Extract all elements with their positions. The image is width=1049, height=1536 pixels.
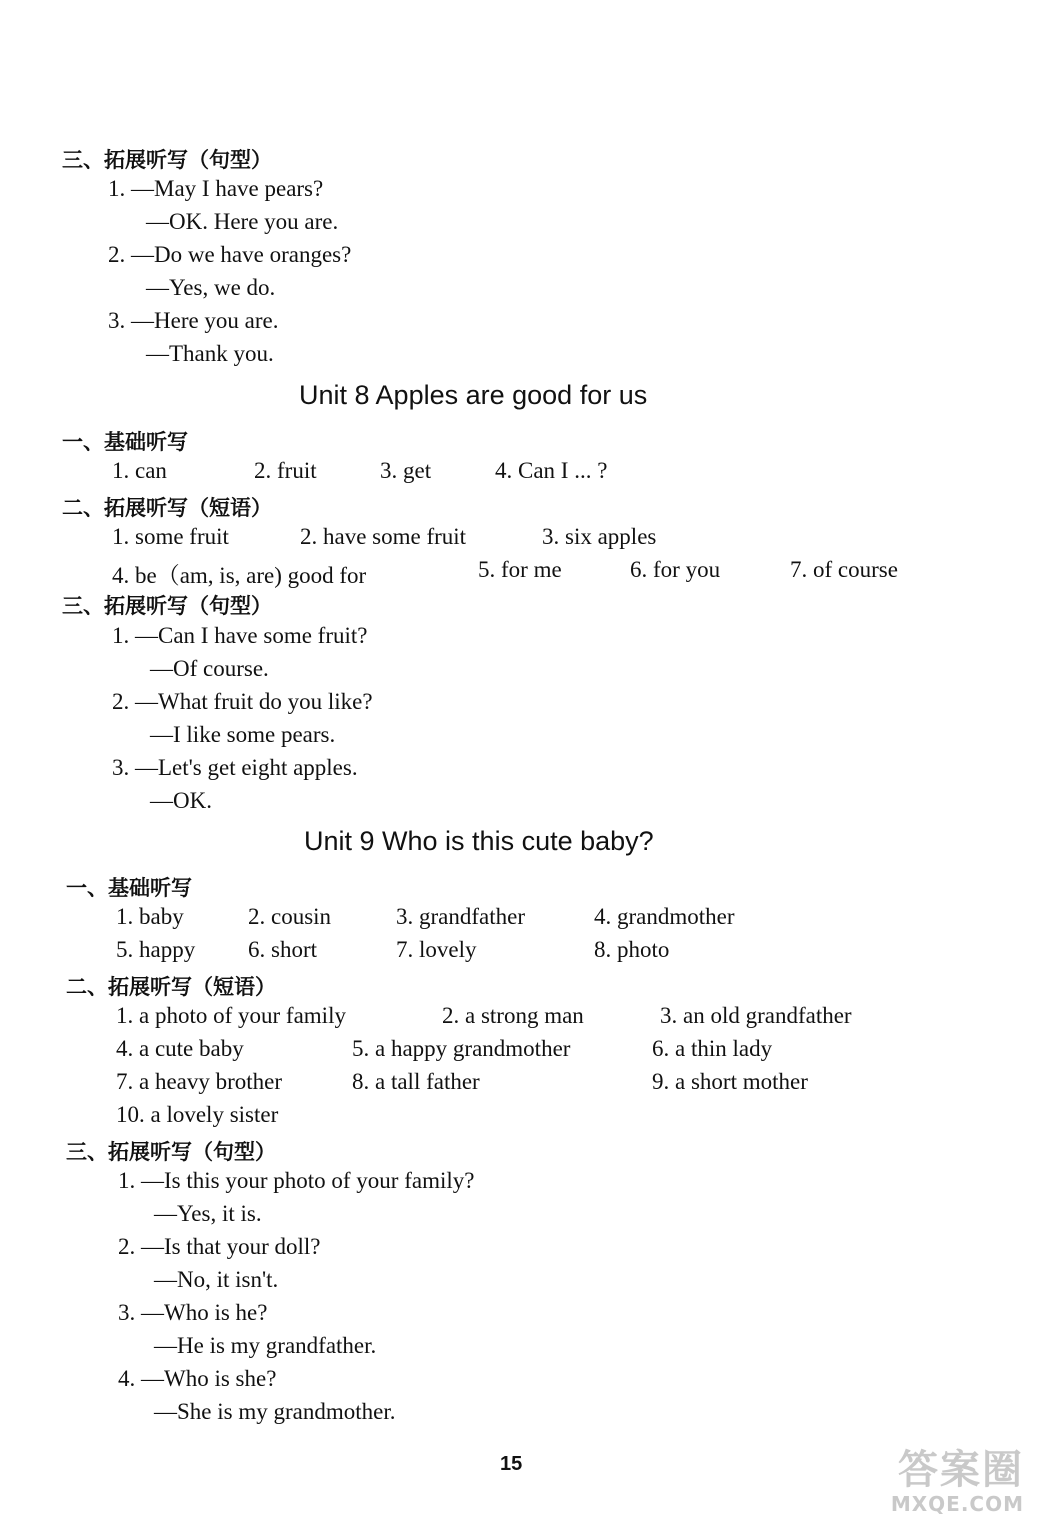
- sentence-line: —Of course.: [150, 656, 269, 681]
- phrase-item: 1. some fruit: [112, 524, 229, 549]
- sentence-line: 3. —Here you are.: [108, 308, 279, 333]
- phrase-item: 2. a strong man: [442, 1003, 584, 1028]
- phrase-item: 6. a thin lady: [652, 1036, 773, 1061]
- word-row: [0, 904, 1049, 934]
- section-heading: 三、拓展听写（句型）: [62, 594, 272, 618]
- phrase-item: 6. for you: [630, 557, 721, 582]
- phrase-item: 9. a short mother: [652, 1069, 808, 1094]
- word-item: 6. short: [248, 937, 317, 962]
- section-heading: 二、拓展听写（短语）: [66, 975, 276, 999]
- phrase-item: 2. have some fruit: [300, 524, 467, 549]
- word-item: 2. cousin: [248, 904, 332, 929]
- word-item: 2. fruit: [254, 458, 317, 483]
- phrase-row: [0, 1069, 1049, 1099]
- phrase-row: [0, 557, 1049, 587]
- phrase-item: 3. six apples: [542, 524, 657, 549]
- phrase-row: [0, 524, 1049, 554]
- word-item: 5. happy: [116, 937, 196, 962]
- phrase-row: [0, 1003, 1049, 1033]
- word-item: 4. grandmother: [594, 904, 735, 929]
- sentence-line: 1. —May I have pears?: [108, 176, 324, 201]
- watermark-logo: [868, 1438, 1028, 1518]
- sentence-line: 1. —Is this your photo of your family?: [118, 1168, 475, 1193]
- sentence-line: —No, it isn't.: [154, 1267, 279, 1292]
- sentence-line: 2. —Do we have oranges?: [108, 242, 352, 267]
- sentence-line: —OK. Here you are.: [146, 209, 339, 234]
- sentence-line: 2. —Is that your doll?: [118, 1234, 321, 1259]
- section-heading: 三、拓展听写（句型）: [66, 1140, 276, 1164]
- phrase-row: [0, 1102, 1049, 1132]
- page-number: 15: [500, 1453, 523, 1475]
- section-heading: 一、基础听写: [62, 430, 188, 454]
- section-heading: 一、基础听写: [66, 876, 192, 900]
- unit-title: Unit 8 Apples are good for us: [299, 380, 648, 410]
- word-item: 8. photo: [594, 937, 670, 962]
- watermark-url: MXQE.COM: [890, 1492, 1024, 1516]
- word-item: 4. Can I ... ?: [495, 458, 608, 483]
- phrase-item: 3. an old grandfather: [660, 1003, 852, 1028]
- section-heading: 二、拓展听写（短语）: [62, 496, 272, 520]
- phrase-item: 7. a heavy brother: [116, 1069, 283, 1094]
- word-item: 3. get: [380, 458, 432, 483]
- word-item: 1. can: [112, 458, 167, 483]
- sentence-line: —OK.: [150, 788, 212, 813]
- watermark-brand: 答案圈: [898, 1447, 1024, 1493]
- phrase-item: 5. for me: [478, 557, 562, 582]
- phrase-item: 1. a photo of your family: [116, 1003, 346, 1028]
- phrase-item: 7. of course: [790, 557, 898, 582]
- sentence-line: —I like some pears.: [150, 722, 336, 747]
- word-item: 7. lovely: [396, 937, 477, 962]
- word-row: [0, 937, 1049, 967]
- sentence-line: 1. —Can I have some fruit?: [112, 623, 368, 648]
- sentence-line: —He is my grandfather.: [154, 1333, 377, 1358]
- sentence-line: —Thank you.: [146, 341, 274, 366]
- sentence-line: 3. —Who is he?: [118, 1300, 268, 1325]
- phrase-item: 4. a cute baby: [116, 1036, 244, 1061]
- phrase-row: [0, 1036, 1049, 1066]
- phrase-item: 4. be（am, is, are) good for: [112, 563, 367, 588]
- sentence-line: —Yes, it is.: [154, 1201, 262, 1226]
- sentence-line: 4. —Who is she?: [118, 1366, 277, 1391]
- phrase-item: 10. a lovely sister: [116, 1102, 279, 1127]
- sentence-line: —Yes, we do.: [146, 275, 276, 300]
- sentence-line: 2. —What fruit do you like?: [112, 689, 373, 714]
- sentence-line: —She is my grandmother.: [154, 1399, 396, 1424]
- phrase-item: 8. a tall father: [352, 1069, 480, 1094]
- word-item: 1. baby: [116, 904, 184, 929]
- phrase-item: 5. a happy grandmother: [352, 1036, 571, 1061]
- word-row: [0, 458, 1049, 488]
- unit-title: Unit 9 Who is this cute baby?: [304, 826, 654, 856]
- section-heading: 三、拓展听写（句型）: [62, 148, 272, 172]
- sentence-line: 3. —Let's get eight apples.: [112, 755, 358, 780]
- word-item: 3. grandfather: [396, 904, 525, 929]
